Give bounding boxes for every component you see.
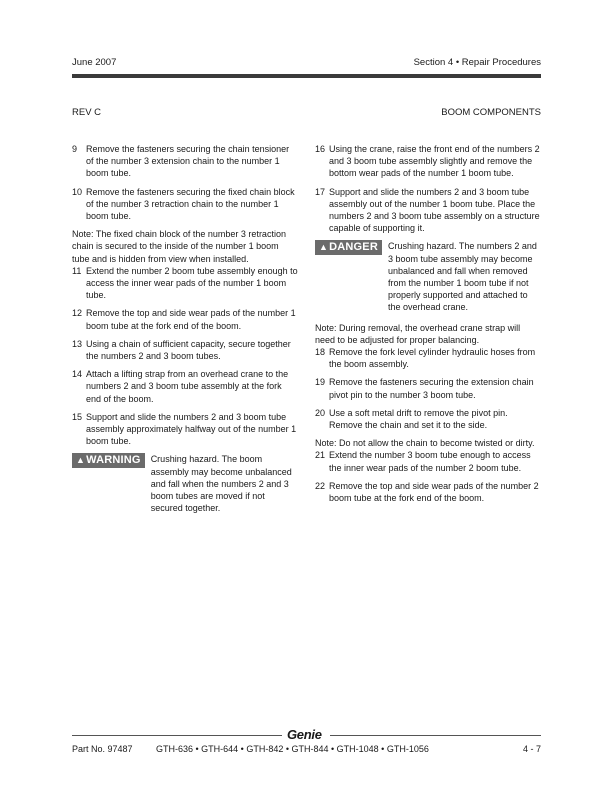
genie-logo: Genie [287,727,322,742]
step-number: 13 [72,338,83,349]
footer-page-number: 4 - 7 [522,744,541,754]
procedure-step [315,449,541,473]
step-text: Remove the top and side wear pads of the number 1 boom tube at the fork end of the boom. [86,308,296,331]
procedure-step [315,407,541,431]
header-topic: BOOM COMPONENTS [441,107,541,118]
step-number: 20 [315,407,326,418]
warning-triangle-icon: ▲ [319,242,329,253]
step-text: Remove the top and side wear pads of the number 2 boom tube at the fork end of the boom. [329,480,539,504]
step-number: 11 [72,265,82,276]
step-number: 12 [72,308,83,319]
procedure-step [315,346,541,370]
header-revision: REV C [72,107,102,118]
step-number: 15 [72,411,83,422]
procedure-step [315,376,541,400]
step-text: Extend the number 2 boom tube assembly enough to access the inner wear pads of the number 1 boom tube. [86,265,298,301]
procedure-step [72,411,298,448]
step-text: Attach a lifting strap from an overhead crane to the numbers 2 and 3 boom tube assembly at the fork end of the boom. [86,369,289,404]
footer-rule-right [330,735,541,736]
step-text: Remove the fasteners securing the fixed chain block of the number 3 retraction chain to the number 1 boom tube. [86,186,295,222]
step-text: Using the crane, raise the front end of the numbers 2 and 3 boom tube assembly slightly and remove the bottom wear pads of the number 1 boom tube. [329,144,540,179]
warning-triangle-icon: ▲ [76,455,86,466]
step-text: Support and slide the numbers 2 and 3 boom tube assembly approximately halfway out of the number 1 boom tube. [86,411,297,447]
procedure-step [315,143,541,180]
header-section: Section 4 • Repair Procedures [413,57,541,68]
step-number: 18 [315,347,326,358]
safety-text: Crushing hazard. The boom assembly may become unbalanced and fall when the numbers 2 and 3 boom tubes are moved if not secured together. [150,454,292,514]
left-column [72,143,298,522]
step-text: Remove the fork level cylinder hydraulic hoses from the boom assembly. [329,347,536,370]
procedure-step [72,186,298,223]
procedure-step [315,186,541,235]
note-text: Note: Do not allow the chain to become twisted or dirty. [315,438,535,449]
step-text: Using a chain of sufficient capacity, secure together the numbers 2 and 3 boom tubes. [86,338,291,362]
step-number: 14 [72,369,83,380]
step-number: 21 [315,450,326,461]
safety-text: Crushing hazard. The numbers 2 and 3 boom tube assembly may become unbalanced and fall when removed from the number 1 boom tube if not properly supported and attached to the overhead crane. [387,241,537,313]
footer-rule-left [72,735,282,736]
step-text: Extend the number 3 boom tube enough to access the inner wear pads of the number 2 boom tube. [329,450,531,473]
step-number: 19 [315,377,326,388]
header-rule [72,74,541,78]
step-number: 17 [315,186,326,197]
step-number: 10 [72,186,83,197]
procedure-step [72,338,298,362]
procedure-step [72,143,298,180]
danger-notice [315,240,541,313]
danger-badge [315,240,382,255]
footer-part-number: Part No. 97487 [72,744,133,754]
badge-label: WARNING [86,454,141,467]
right-column [315,143,541,510]
procedure-step [72,368,298,405]
step-text: Remove the fasteners securing the extension chain pivot pin to the number 3 boom tube. [329,377,534,400]
step-number: 16 [315,144,326,154]
header-date: June 2007 [72,57,117,68]
footer-models: GTH-636 • GTH-644 • GTH-842 • GTH-844 • GTH-1048 • GTH-1056 [156,744,429,754]
procedure-step [72,265,298,302]
note-text: Note: During removal, the overhead crane strap will need to be adjusted for proper balancing. [315,322,521,345]
procedure-step [315,480,541,504]
step-text: Remove the fasteners securing the chain tensioner of the number 3 extension chain to the number 1 boom tube. [86,144,290,179]
warning-badge [72,453,145,468]
badge-label: DANGER [329,241,378,254]
warning-notice [72,453,298,514]
step-text: Use a soft metal drift to remove the pivot pin. Remove the chain and set it to the side. [329,407,508,431]
step-text: Support and slide the numbers 2 and 3 boom tube assembly out of the number 1 boom tube. Place the numbers 2 and 3 boom tube assembly on a structure capable of supporting it. [329,186,540,234]
step-number: 22 [315,480,326,491]
step-number: 9 [72,144,78,154]
note-text: Note: The fixed chain block of the number 3 retraction chain is secured to the inside of the number 1 boom tube and is hidden from view when installed. [72,229,286,264]
procedure-step [72,307,298,331]
